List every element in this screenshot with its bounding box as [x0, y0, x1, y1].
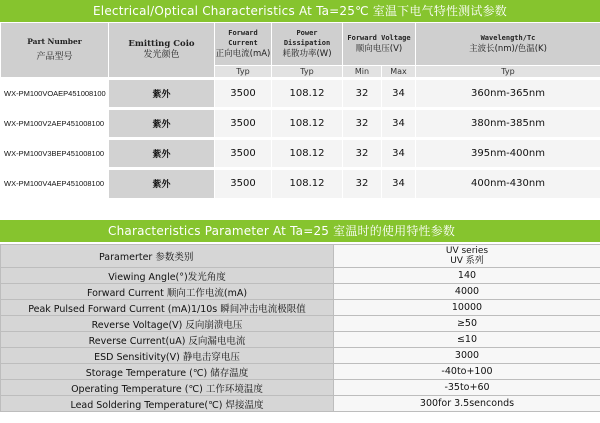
- parameter-name: Forward Current 顺向工作电流(mA): [1, 284, 334, 300]
- voltage-min-cell: 32: [343, 109, 382, 139]
- forward-voltage-header-en: Forward Voltage: [347, 34, 411, 42]
- parameter-name: Peak Pulsed Forward Current (mA)1/10s 瞬间冲击电流极限值: [1, 300, 334, 316]
- power-header-en1: Power: [296, 29, 318, 37]
- parameter-value: 3000: [334, 348, 600, 364]
- table-row: [1, 380, 600, 396]
- forward-current-cell: 3500: [215, 109, 272, 139]
- characteristics-parameter-table: [0, 244, 600, 412]
- parameter-name: Storage Temperature (℃) 储存温度: [1, 364, 334, 380]
- forward-voltage-header-cn: 顺向电压(V): [355, 44, 403, 54]
- forward-voltage-header: [343, 23, 416, 66]
- wavelength-header-en: Wavelength/Tc: [480, 34, 536, 42]
- wavelength-header-cn: 主波长(nm)/色温(K): [469, 44, 547, 54]
- part-number-cell: WX-PM100V4AEP451008100: [1, 169, 109, 199]
- power-cell: 108.12: [272, 169, 343, 199]
- parameter-value: ≥50: [334, 316, 600, 332]
- voltage-max-cell: 34: [382, 139, 416, 169]
- parameter-value: ≤10: [334, 332, 600, 348]
- parameter-header-series: [334, 245, 600, 268]
- parameter-name: Reverse Voltage(V) 反向崩溃电压: [1, 316, 334, 332]
- power-header-cn: 耗散功率(W): [282, 49, 332, 59]
- table-row: [1, 268, 600, 284]
- series-label-en: UV series: [445, 246, 489, 256]
- parameter-header-row: [1, 245, 600, 268]
- forward-current-cell: 3500: [215, 79, 272, 109]
- forward-current-header-en1: Forward: [228, 29, 258, 37]
- table-row: [1, 316, 600, 332]
- power-cell: 108.12: [272, 109, 343, 139]
- parameter-name: ESD Sensitivity(V) 静电击穿电压: [1, 348, 334, 364]
- wavelength-cell: 380nm-385nm: [416, 109, 600, 139]
- wavelength-cell: 360nm-365nm: [416, 79, 600, 109]
- wavelength-typ-label: Typ: [416, 66, 600, 79]
- table-row: [1, 396, 600, 412]
- emitting-color-header-cn: 发光颜色: [143, 50, 180, 60]
- forward-current-header: [215, 23, 272, 66]
- emitting-color-cell: 紫外: [109, 109, 215, 139]
- emitting-color-cell: 紫外: [109, 79, 215, 109]
- voltage-max-cell: 34: [382, 79, 416, 109]
- parameter-name: Reverse Current(uA) 反向漏电电流: [1, 332, 334, 348]
- part-number-cell: WX-PM100V3BEP451008100: [1, 139, 109, 169]
- wavelength-header: [416, 23, 600, 66]
- series-label-cn: UV 系列: [450, 256, 484, 266]
- parameter-name: Viewing Angle(°)发光角度: [1, 268, 334, 284]
- parameter-value: -40to+100: [334, 364, 600, 380]
- wavelength-cell: 400nm-430nm: [416, 169, 600, 199]
- parameter-value: 4000: [334, 284, 600, 300]
- table-row: [1, 348, 600, 364]
- table-row: [1, 332, 600, 348]
- forward-current-header-en2: Current: [228, 39, 258, 47]
- power-typ-label: Typ: [272, 66, 343, 79]
- power-header-en2: Dissipation: [283, 39, 331, 47]
- parameter-name: Lead Soldering Temperature(℃) 焊接温度: [1, 396, 334, 412]
- table-row: [1, 300, 600, 316]
- emitting-color-header: [109, 23, 215, 79]
- wavelength-cell: 395nm-400nm: [416, 139, 600, 169]
- power-cell: 108.12: [272, 79, 343, 109]
- voltage-min-label: Min: [343, 66, 382, 79]
- table-row: [1, 364, 600, 380]
- parameter-value: 140: [334, 268, 600, 284]
- voltage-max-label: Max: [382, 66, 416, 79]
- table-row: [1, 284, 600, 300]
- current-typ-label: Typ: [215, 66, 272, 79]
- parameter-name: Operating Temperature (℃) 工作环境温度: [1, 380, 334, 396]
- voltage-min-cell: 32: [343, 79, 382, 109]
- table-row: [1, 139, 600, 169]
- emitting-color-cell: 紫外: [109, 169, 215, 199]
- parameter-value: 10000: [334, 300, 600, 316]
- parameter-value: -35to+60: [334, 380, 600, 396]
- power-dissipation-header: [272, 23, 343, 66]
- part-number-header-cn: 产品型号: [36, 52, 73, 62]
- voltage-min-cell: 32: [343, 169, 382, 199]
- parameter-header-name: Paramerter 参数类别: [1, 245, 334, 268]
- part-number-header: [1, 23, 109, 79]
- voltage-max-cell: 34: [382, 109, 416, 139]
- table-row: [1, 169, 600, 199]
- table-row: [1, 109, 600, 139]
- emitting-color-cell: 紫外: [109, 139, 215, 169]
- forward-current-header-cn: 正向电流(mA): [215, 49, 271, 59]
- emitting-color-header-en: Emitting Coio: [128, 39, 195, 49]
- part-number-cell: WX-PM100VOAEP451008100: [1, 79, 109, 109]
- voltage-min-cell: 32: [343, 139, 382, 169]
- forward-current-cell: 3500: [215, 139, 272, 169]
- part-number-header-en: Part Number: [27, 37, 82, 46]
- forward-current-cell: 3500: [215, 169, 272, 199]
- electrical-characteristics-table: [0, 22, 600, 200]
- electrical-characteristics-banner: Electrical/Optical Characteristics At Ta=25℃ 室温下电气特性测试参数: [0, 0, 600, 22]
- parameter-value: 300for 3.5senconds: [334, 396, 600, 412]
- table-row: [1, 79, 600, 109]
- power-cell: 108.12: [272, 139, 343, 169]
- characteristics-parameter-banner: Characteristics Parameter At Ta=25 室温时的使用特性参数: [0, 220, 600, 242]
- voltage-max-cell: 34: [382, 169, 416, 199]
- part-number-cell: WX-PM100V2AEP451008100: [1, 109, 109, 139]
